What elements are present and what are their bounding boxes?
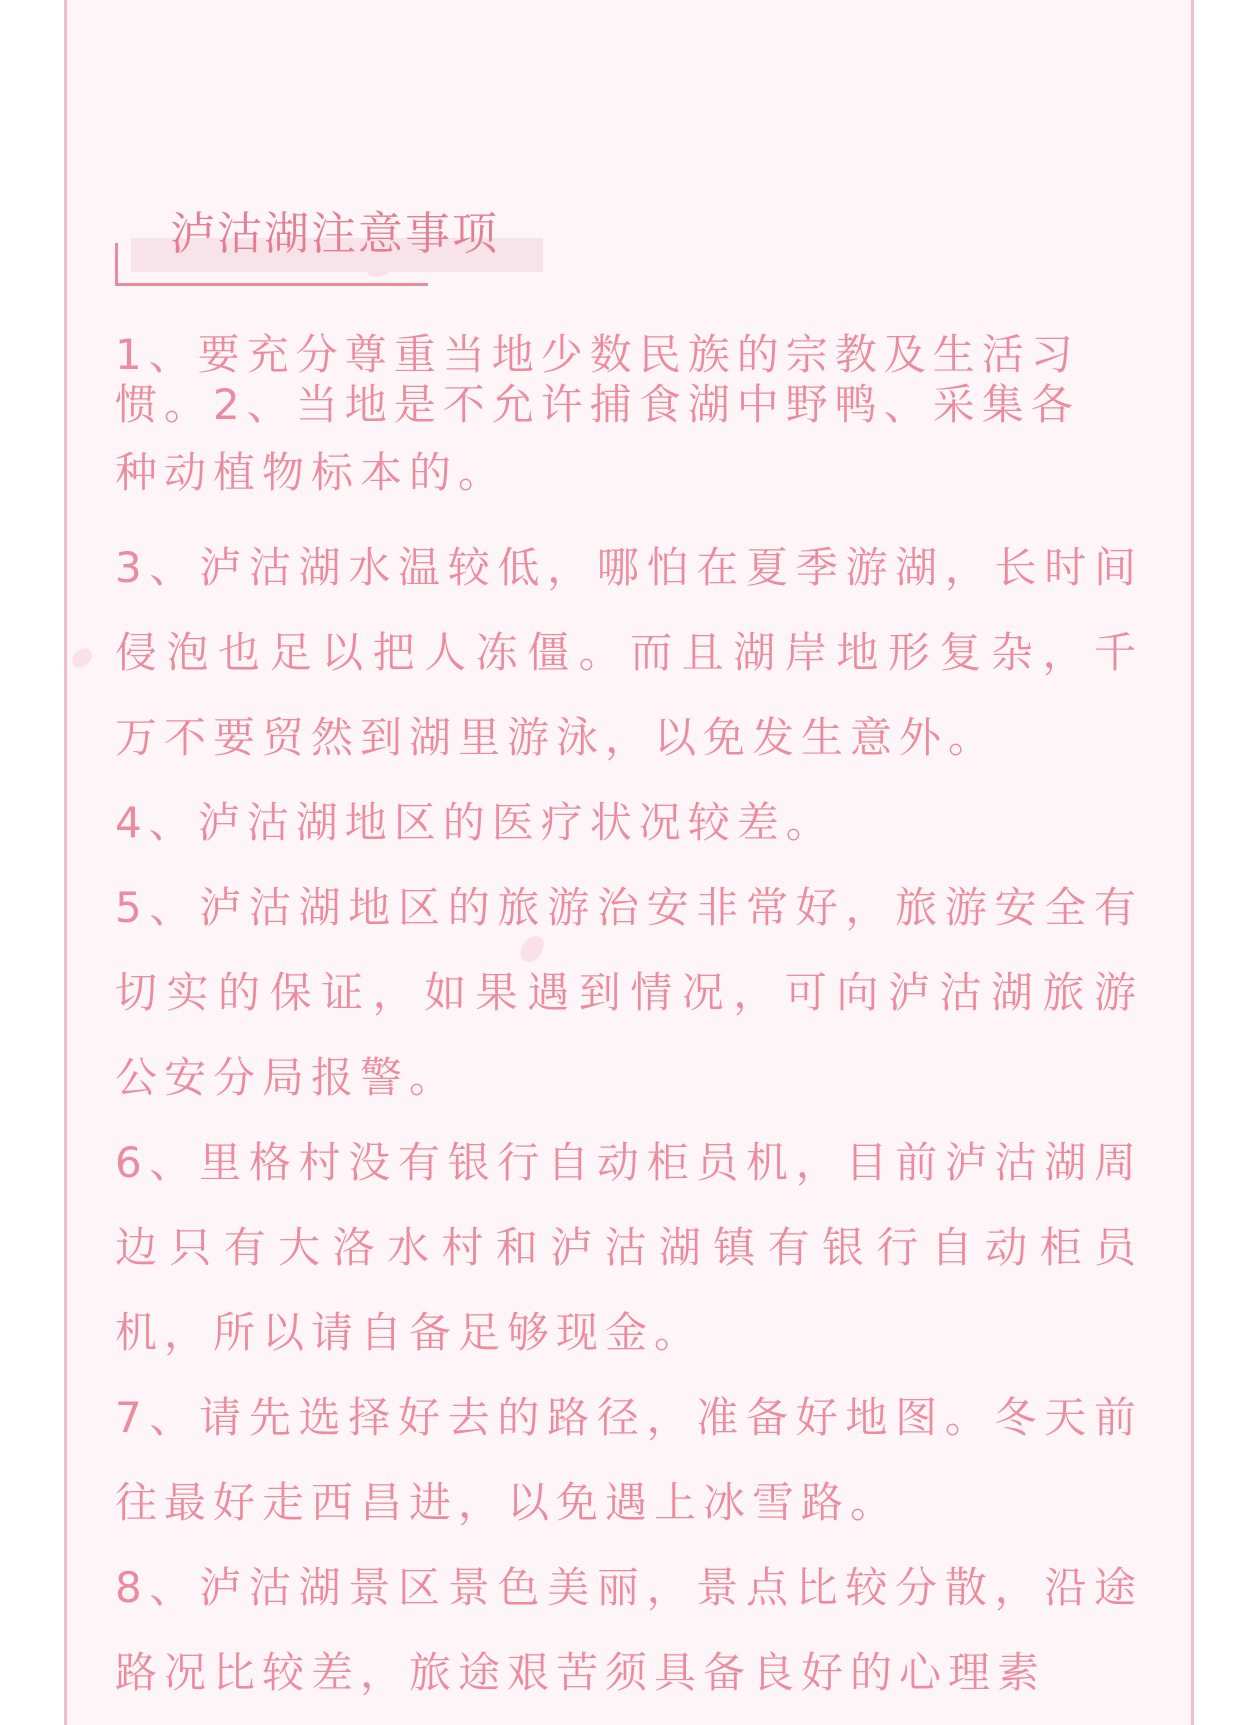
article-page [64, 0, 1194, 1725]
note-line: 惯。2、当地是不允许捕食湖中野鸭、采集各 [115, 380, 1080, 429]
note-paragraph: 4、泸沽湖地区的医疗状况较差。 [115, 798, 835, 847]
note-paragraph [115, 330, 1143, 515]
note-line: 种动植物标本的。 [115, 448, 508, 497]
section-title: 泸沽湖注意事项 [170, 207, 500, 260]
note-paragraph: 8、泸沽湖景区景色美丽，景点比较分散，沿途路况比较差，旅途艰苦须具备良好的心理素 [115, 1563, 1143, 1697]
note-line: 1、要充分尊重当地少数民族的宗教及生活习 [115, 330, 1080, 379]
petal-decoration [68, 646, 95, 671]
notes-list [115, 330, 1143, 1715]
note-paragraph: 7、请先选择好去的路径，准备好地图。冬天前往最好走西昌进，以免遇上冰雪路。 [115, 1393, 1143, 1527]
note-paragraph: 6、里格村没有银行自动柜员机，目前泸沽湖周边只有大洛水村和泸沽湖镇有银行自动柜员机，所以请自备足够现金。 [115, 1138, 1143, 1357]
section-heading [115, 195, 545, 295]
note-paragraph: 3、泸沽湖水温较低，哪怕在夏季游湖，长时间侵泡也足以把人冻僵。而且湖岸地形复杂，千万不要贸然到湖里游泳，以免发生意外。 [115, 543, 1143, 762]
note-paragraph: 5、泸沽湖地区的旅游治安非常好，旅游安全有切实的保证，如果遇到情况，可向泸沽湖旅游公安分局报警。 [115, 883, 1143, 1102]
